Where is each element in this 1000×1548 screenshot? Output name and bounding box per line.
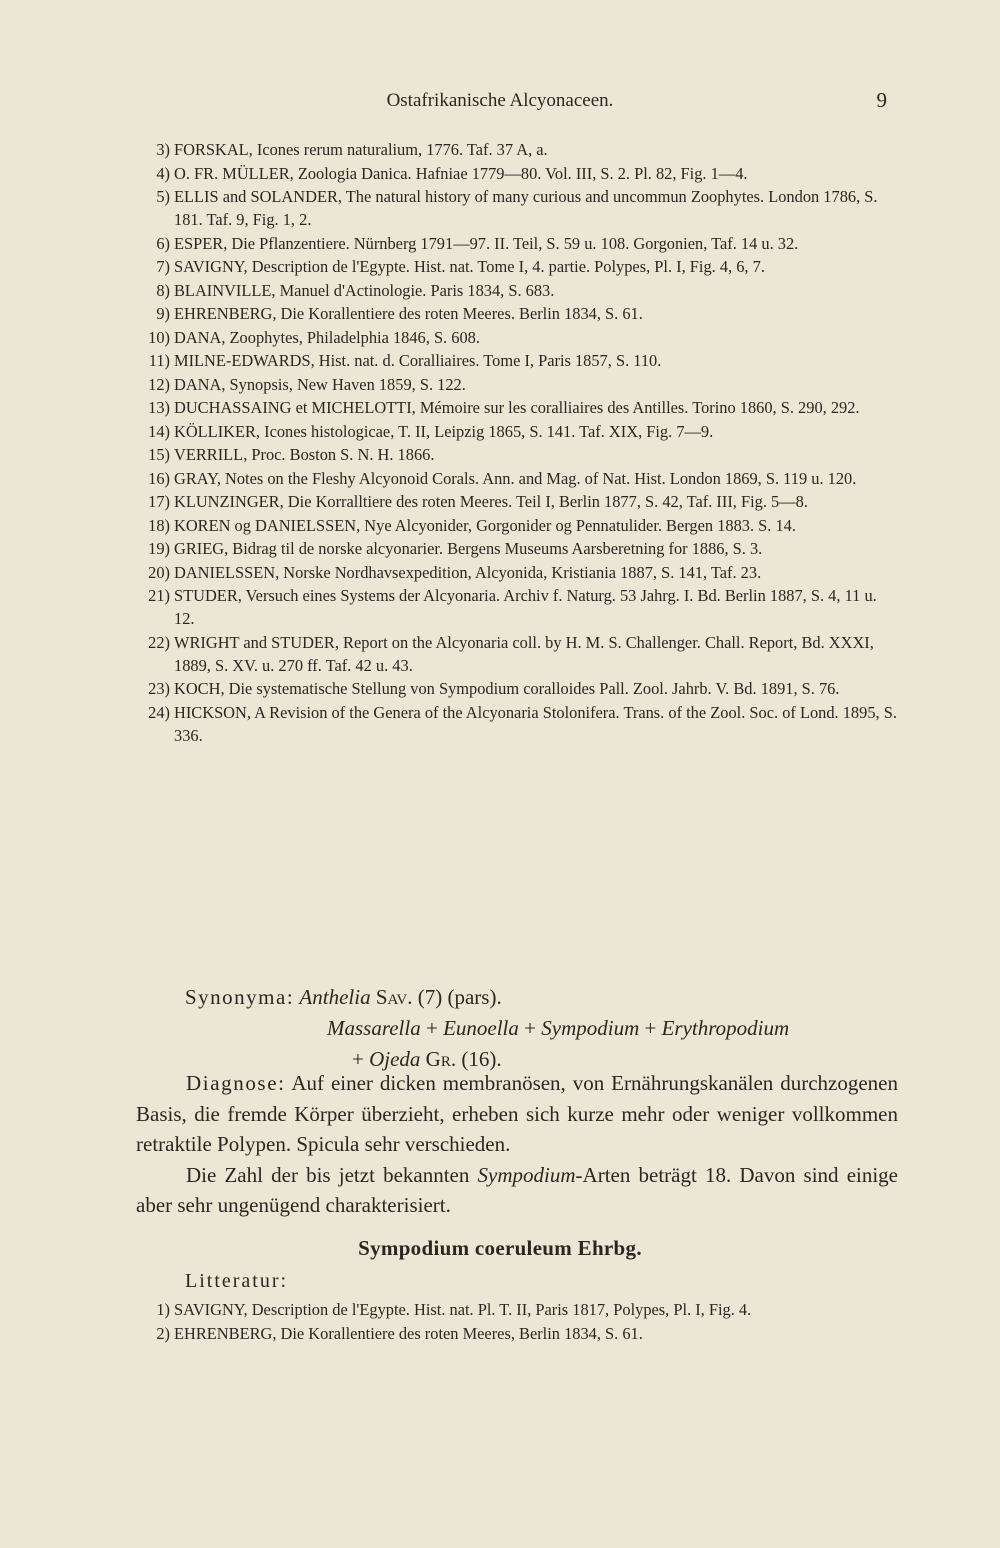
reference-text: EHRENBERG, Die Korallentiere des roten Meeres. Berlin 1834, S. 61. (174, 304, 643, 323)
reference-item (132, 162, 900, 185)
diagnose-p2-end: -Arten beträgt 18. Davon sind einige aber sehr ungenügend charakterisiert. (136, 1162, 899, 1217)
reference-number: 12) (148, 374, 170, 394)
reference-text: DUCHASSAING et MICHELOTTI, Mémoire sur les coralliaires des Antilles. Torino 1860, S. 290, 292. (174, 398, 860, 417)
synonyma-line-1 (185, 982, 915, 1013)
reference-number: 20) (148, 562, 170, 582)
reference-item (132, 514, 900, 537)
reference-text: ESPER, Die Pflanzentiere. Nürnberg 1791—97. II. Teil, S. 59 u. 108. Gorgonien, Taf. 14 u. 32. (174, 233, 799, 253)
reference-item (132, 467, 900, 490)
reference-item (132, 420, 900, 443)
reference-item (132, 584, 900, 630)
plus-sign: + (524, 1016, 536, 1040)
diagnose-paragraph-2 (136, 1160, 898, 1221)
plus-sign: + (425, 1016, 438, 1040)
reference-number: 1) (156, 1300, 170, 1319)
reference-item (132, 631, 900, 677)
reference-number: 4) (156, 163, 170, 183)
reference-number: 24) (148, 702, 170, 722)
reference-text: DANIELSSEN, Norske Nordhavsexpedition, Alcyonida, Kristiania 1887, S. 141, Taf. 23. (174, 562, 762, 582)
plus-sign: + (644, 1016, 657, 1040)
reference-item (132, 1322, 900, 1345)
author-sav: Sav. (375, 985, 413, 1009)
reference-item (132, 443, 900, 466)
reference-text: BLAINVILLE, Manuel d'Actinologie. Paris 1834, S. 683. (174, 280, 555, 300)
reference-text: KLUNZINGER, Die Korralltiere des roten Meeres. Teil I, Berlin 1877, S. 42, Taf. III, Fig. 5—8. (174, 492, 808, 511)
reference-item (132, 490, 900, 513)
synonyma-ref-1: (7) (pars). (417, 985, 502, 1009)
reference-number: 16) (148, 468, 170, 488)
reference-text: DANA, Zoophytes, Philadelphia 1846, S. 608. (174, 327, 480, 347)
reference-text: KÖLLIKER, Icones histologicae, T. II, Leipzig 1865, S. 141. Taf. XIX, Fig. 7—9. (174, 421, 714, 441)
reference-number: 15) (148, 445, 170, 464)
reference-item (132, 326, 900, 349)
reference-text: VERRILL, Proc. Boston S. N. H. 1866. (174, 445, 435, 464)
genus-erythropodium: Erythropodium (661, 1016, 790, 1040)
reference-text: O. FR. MÜLLER, Zoologia Danica. Hafniae 1779—80. Vol. III, S. 2. Pl. 82, Fig. 1—4. (174, 163, 748, 183)
reference-number: 14) (148, 421, 170, 441)
reference-number: 21) (148, 586, 170, 605)
reference-item (132, 561, 900, 584)
reference-number: 18) (148, 515, 170, 535)
genus-anthelia: Anthelia (299, 985, 371, 1009)
reference-text: KOCH, Die systematische Stellung von Sympodium coralloides Pall. Zool. Jahrb. V. Bd. 1891, S. 76. (174, 679, 840, 698)
reference-item (132, 232, 900, 255)
reference-number: 11) (148, 351, 170, 370)
reference-number: 13) (148, 398, 170, 417)
reference-number: 17) (148, 492, 170, 511)
litteratur-label: Litteratur: (185, 1270, 289, 1292)
reference-text: STUDER, Versuch eines Systems der Alcyonaria. Archiv f. Naturg. 53 Jahrg. I. Bd. Berlin 1887, S. 4, 11 u. 12. (174, 586, 877, 628)
reference-item (132, 396, 900, 419)
synonyma-label: Synonyma: (185, 985, 295, 1009)
reference-number: 22) (148, 632, 170, 652)
reference-text: DANA, Synopsis, New Haven 1859, S. 122. (174, 374, 466, 394)
diagnose-paragraph-1 (136, 1068, 898, 1160)
diagnose-p2-start: Die Zahl der bis jetzt bekannten (186, 1162, 470, 1187)
diagnose-block (136, 1068, 898, 1221)
reference-text: GRIEG, Bidrag til de norske alcyonarier. Bergens Museums Aarsberetning for 1886, S. 3. (174, 539, 763, 558)
reference-number: 2) (156, 1323, 170, 1343)
synonyma-line-2 (185, 1013, 915, 1044)
running-title: Ostafrikanische Alcyonaceen. (386, 90, 614, 111)
reference-text: EHRENBERG, Die Korallentiere des roten Meeres, Berlin 1834, S. 61. (174, 1323, 643, 1343)
diagnose-text: Auf einer dicken membranösen, von Ernährungskanälen durchzogenen Basis, die fremde Körper überzieht, erheben sich kurze mehr oder weniger vollkommen retraktile Polypen. Spicula sehr verschieden. (136, 1071, 898, 1156)
reference-number: 9) (156, 304, 170, 323)
page-number: 9 (876, 88, 887, 112)
running-header (0, 88, 1000, 118)
reference-text: KOREN og DANIELSSEN, Nye Alcyonider, Gorgonider og Pennatulider. Bergen 1883. S. 14. (174, 515, 796, 535)
species-heading: Sympodium coeruleum Ehrbg. (358, 1236, 642, 1260)
reference-text: WRIGHT and STUDER, Report on the Alcyonaria coll. by H. M. S. Challenger. Chall. Report, Bd. XXXI, 1889, S. XV. u. 270 ff. Taf. 42 u. 43. (174, 632, 874, 675)
reference-text: SAVIGNY, Description de l'Egypte. Hist. nat. Tome I, 4. partie. Polypes, Pl. I, Fig. 4, 6, 7. (174, 257, 765, 276)
synonyma-block (185, 982, 915, 1075)
plus-sign: + (352, 1047, 364, 1071)
genus-eunoella: Eunoella (443, 1016, 519, 1040)
reference-list (132, 138, 900, 747)
reference-item (132, 701, 900, 747)
genus-sympodium-inline: Sympodium (477, 1162, 576, 1187)
reference-item (132, 279, 900, 302)
reference-number: 6) (156, 233, 170, 253)
reference-item (132, 255, 900, 278)
genus-ojeda: Ojeda (369, 1047, 421, 1071)
reference-text: SAVIGNY, Description de l'Egypte. Hist. nat. Pl. T. II, Paris 1817, Polypes, Pl. I, Fig. 4. (174, 1300, 752, 1319)
reference-text: GRAY, Notes on the Fleshy Alcyonoid Corals. Ann. and Mag. of Nat. Hist. London 1869, S. 119 u. 120. (174, 468, 857, 488)
reference-item (132, 1298, 900, 1321)
genus-sympodium: Sympodium (541, 1016, 640, 1040)
reference-text: HICKSON, A Revision of the Genera of the Alcyonaria Stolonifera. Trans. of the Zool. Soc. of Lond. 1895, S. 336. (174, 702, 897, 745)
reference-number: 23) (148, 679, 170, 698)
reference-item (132, 373, 900, 396)
reference-item (132, 349, 900, 372)
reference-item (132, 537, 900, 560)
reference-number: 5) (156, 187, 170, 206)
genus-massarella: Massarella (327, 1016, 421, 1040)
reference-item (132, 185, 900, 231)
reference-item (132, 138, 900, 161)
reference-number: 3) (156, 140, 170, 159)
reference-text: ELLIS and SOLANDER, The natural history of many curious and uncommun Zoophytes. London 1786, S. 181. Taf. 9, Fig. 1, 2. (174, 187, 878, 229)
reference-number: 7) (156, 257, 170, 276)
reference-text: MILNE-EDWARDS, Hist. nat. d. Coralliaires. Tome I, Paris 1857, S. 110. (174, 351, 662, 370)
diagnose-label: Diagnose: (186, 1071, 286, 1095)
reference-text: FORSKAL, Icones rerum naturalium, 1776. Taf. 37 A, a. (174, 140, 548, 159)
species-reference-list (132, 1298, 900, 1345)
reference-item (132, 677, 900, 700)
reference-number: 19) (148, 539, 170, 558)
reference-number: 10) (148, 327, 170, 347)
reference-item (132, 302, 900, 325)
synonyma-ref-2: (16). (461, 1047, 502, 1071)
author-gr: Gr. (425, 1047, 457, 1071)
reference-number: 8) (156, 280, 170, 300)
